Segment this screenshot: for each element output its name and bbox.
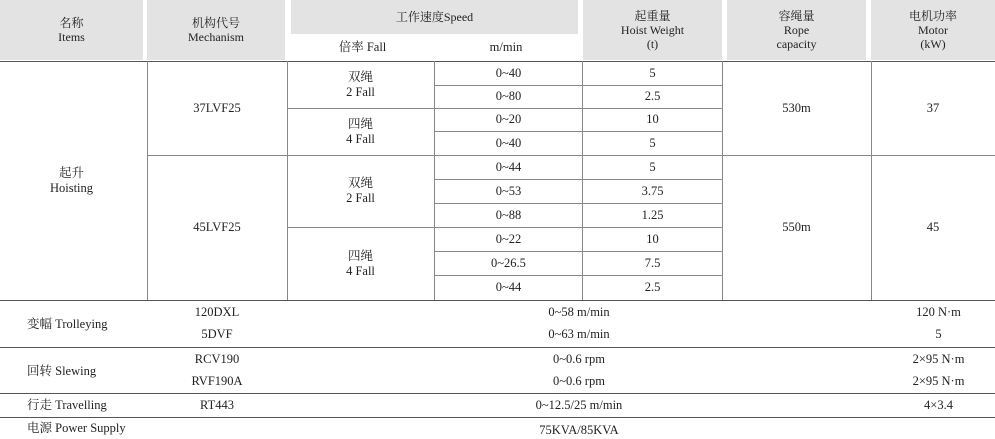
speed-cell xyxy=(434,62,583,85)
speed-value: 0~44 xyxy=(495,280,522,294)
header-speed xyxy=(291,0,578,34)
speed-cell xyxy=(287,323,871,346)
power-value-cell xyxy=(287,422,871,439)
speed-value: 0~44 xyxy=(495,159,522,174)
weight-value: 5 xyxy=(649,135,656,150)
header-motor-en: Motor xyxy=(918,23,948,37)
weight-cell xyxy=(583,131,722,155)
speed-cell xyxy=(434,179,583,203)
header-unit xyxy=(434,34,578,60)
fall-cell xyxy=(287,155,434,227)
speed-cell xyxy=(434,227,583,251)
travelling-label-text: 行走 Travelling xyxy=(27,397,107,412)
mechanism-cell xyxy=(147,348,287,370)
trolleying-label-text: 变幅 Trolleying xyxy=(27,316,108,331)
header-unit-label: m/min xyxy=(489,39,523,54)
slewing-label-text: 回转 Slewing xyxy=(27,363,97,378)
weight-value: 1.25 xyxy=(641,207,664,222)
weight-cell xyxy=(583,155,722,179)
motor-cell xyxy=(871,62,995,155)
header-gap xyxy=(143,0,147,60)
header-rope-capacity xyxy=(727,0,866,60)
header-mechanism xyxy=(147,0,285,60)
header-items xyxy=(0,0,143,60)
col-divider xyxy=(722,61,723,300)
row-divider xyxy=(434,85,722,86)
header-rope-en1: Rope xyxy=(783,23,810,37)
fall-zh: 双绳 xyxy=(347,176,373,190)
weight-cell xyxy=(583,203,722,227)
header-hoist-en: Hoist Weight xyxy=(620,23,685,37)
speed-cell xyxy=(287,394,871,416)
fall-zh: 四绳 xyxy=(347,248,373,263)
rope-cell xyxy=(722,155,871,300)
weight-value: 10 xyxy=(646,231,659,246)
speed-value: 0~53 xyxy=(495,183,522,198)
mechanism-code: 5DVF xyxy=(201,327,233,341)
speed-cell xyxy=(434,203,583,227)
weight-cell xyxy=(583,179,722,203)
weight-value: 2.5 xyxy=(644,280,661,294)
row-divider xyxy=(434,131,722,132)
mechanism-code: 37LVF25 xyxy=(193,101,241,115)
speed-value: 0~22 xyxy=(495,231,522,246)
motor-value: 2×95 N·m xyxy=(912,373,965,388)
mechanism-code: 120DXL xyxy=(194,304,240,319)
speed-cell xyxy=(434,108,583,131)
speed-value: 0~63 m/min xyxy=(548,327,610,341)
weight-cell xyxy=(583,62,722,85)
header-motor xyxy=(871,0,995,60)
row-divider xyxy=(434,203,722,204)
weight-cell xyxy=(583,85,722,108)
row-divider xyxy=(287,108,722,109)
row-divider xyxy=(0,61,995,62)
header-fall-label: 倍率 Fall xyxy=(338,39,387,54)
speed-cell xyxy=(287,301,871,323)
hoisting-label xyxy=(0,62,143,300)
power-label-text: 电源 Power Supply xyxy=(27,420,126,435)
weight-value: 5 xyxy=(649,159,656,174)
header-gap xyxy=(578,0,583,60)
row-divider xyxy=(434,251,722,252)
mechanism-cell xyxy=(147,370,287,392)
mechanism-cell xyxy=(147,323,287,346)
mechanism-code: 45LVF25 xyxy=(193,220,241,234)
col-divider xyxy=(582,61,583,300)
mechanism-code: RVF190A xyxy=(191,373,243,388)
header-fall xyxy=(291,34,434,60)
row-divider xyxy=(0,393,995,394)
motor-cell xyxy=(871,323,995,346)
row-divider xyxy=(434,275,722,276)
speed-value: 0~80 xyxy=(495,89,522,103)
power-value: 75KVA/85KVA xyxy=(539,423,619,437)
speed-cell xyxy=(434,251,583,275)
weight-value: 3.75 xyxy=(641,183,664,198)
fall-en: 4 Fall xyxy=(346,263,375,278)
col-divider xyxy=(147,61,148,300)
header-hoist-weight xyxy=(583,0,722,60)
speed-value: 0~58 m/min xyxy=(548,304,610,319)
row-divider xyxy=(147,155,995,156)
speed-cell xyxy=(434,275,583,300)
fall-en: 2 Fall xyxy=(346,191,375,205)
speed-value: 0~40 xyxy=(495,66,522,80)
mechanism-code: RCV190 xyxy=(194,351,240,366)
rope-value: 550m xyxy=(782,220,811,234)
speed-cell xyxy=(434,155,583,179)
motor-cell xyxy=(871,155,995,300)
motor-value: 4×3.4 xyxy=(924,397,953,412)
row-divider xyxy=(287,227,722,228)
speed-cell xyxy=(434,85,583,108)
speed-value: 0~20 xyxy=(495,112,522,126)
header-gap xyxy=(722,0,727,60)
weight-cell xyxy=(583,275,722,300)
speed-value: 0~88 xyxy=(495,207,522,222)
power-label xyxy=(0,418,200,438)
header-mechanism-zh: 机构代号 xyxy=(191,16,240,30)
header-gap xyxy=(287,0,291,60)
header-items-zh: 名称 xyxy=(59,16,84,30)
motor-value: 2×95 N·m xyxy=(912,351,965,366)
header-rope-zh: 容绳量 xyxy=(778,9,815,23)
motor-value: 120 N·m xyxy=(916,304,961,319)
row-divider xyxy=(434,179,722,180)
mechanism-code: RT443 xyxy=(200,397,234,412)
fall-cell xyxy=(287,108,434,155)
weight-value: 7.5 xyxy=(644,255,661,270)
hoisting-label-zh: 起升 xyxy=(58,166,84,180)
motor-cell xyxy=(871,301,995,323)
speed-cell xyxy=(287,370,871,392)
header-hoist-zh: 起重量 xyxy=(634,9,671,23)
header-rope-en2: capacity xyxy=(776,37,817,51)
travelling-label xyxy=(0,394,147,416)
mechanism-cell xyxy=(147,155,287,300)
speed-value: 0~40 xyxy=(495,135,522,150)
speed-value: 0~12.5/25 m/min xyxy=(535,397,623,412)
motor-cell xyxy=(871,348,995,370)
speed-value: 0~0.6 rpm xyxy=(553,373,605,388)
fall-cell xyxy=(287,227,434,300)
rope-cell xyxy=(722,62,871,155)
row-divider xyxy=(0,300,995,301)
header-mechanism-en: Mechanism xyxy=(188,30,244,44)
trolleying-label xyxy=(0,301,147,347)
speed-value: 0~26.5 xyxy=(491,255,526,270)
motor-cell xyxy=(871,370,995,392)
header-speed-label: 工作速度Speed xyxy=(395,10,474,24)
fall-zh: 四绳 xyxy=(347,116,373,131)
col-divider xyxy=(434,61,435,300)
header-motor-zh: 电机功率 xyxy=(908,9,957,23)
slewing-label xyxy=(0,348,147,394)
header-hoist-unit: (t) xyxy=(646,37,659,51)
mechanism-cell xyxy=(147,62,287,155)
speed-cell xyxy=(287,348,871,370)
weight-value: 2.5 xyxy=(644,89,661,103)
mechanism-cell xyxy=(147,394,287,416)
hoisting-label-en: Hoisting xyxy=(49,181,94,195)
header-motor-unit: (kW) xyxy=(920,37,946,51)
motor-value: 45 xyxy=(926,220,940,234)
rope-value: 530m xyxy=(782,101,811,115)
speed-cell xyxy=(434,131,583,155)
col-divider xyxy=(871,61,872,300)
weight-value: 10 xyxy=(646,112,659,126)
motor-value: 37 xyxy=(926,101,940,115)
col-divider xyxy=(287,61,288,300)
row-divider xyxy=(0,347,995,348)
mechanism-cell xyxy=(147,301,287,323)
fall-cell xyxy=(287,62,434,108)
weight-cell xyxy=(583,251,722,275)
fall-en: 4 Fall xyxy=(346,131,375,146)
header-gap xyxy=(866,0,871,60)
weight-cell xyxy=(583,227,722,251)
motor-cell xyxy=(871,394,995,416)
weight-value: 5 xyxy=(649,66,656,80)
fall-en: 2 Fall xyxy=(346,85,375,99)
motor-value: 5 xyxy=(935,327,942,341)
weight-cell xyxy=(583,108,722,131)
row-divider xyxy=(0,417,995,418)
speed-value: 0~0.6 rpm xyxy=(553,351,605,366)
header-items-en: Items xyxy=(58,30,85,44)
fall-zh: 双绳 xyxy=(347,70,373,84)
